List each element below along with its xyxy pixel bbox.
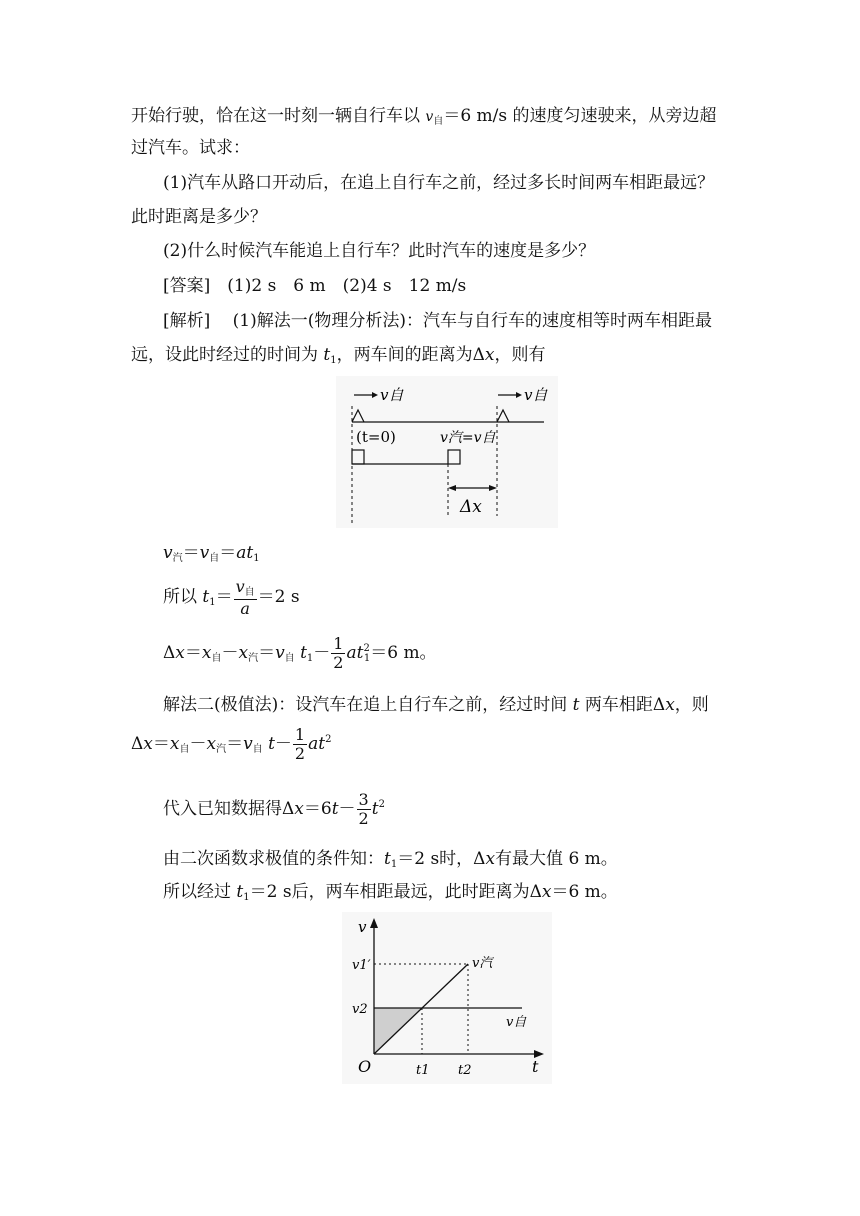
bike-velocity-label-1: v自 (380, 386, 404, 404)
analysis-line-2: 远，设此时经过的时间为 t1，两车间的距离为Δx，则有 (131, 345, 546, 366)
intro-line-2: 过汽车。试求： (131, 138, 250, 158)
answer-line: [答案] (1)2 s 6 m (2)4 s 12 m/s (163, 276, 467, 296)
method-2-line: 解法二(极值法)：设汽车在追上自行车之前，经过时间 t 两车相距Δx，则 (163, 695, 709, 715)
t0-label: (t=0) (356, 428, 396, 446)
var-v: v (425, 109, 434, 125)
series-label-car: v汽 (472, 956, 493, 971)
y-tick-label-v2: v2 (352, 1002, 368, 1017)
x-tick-label-t2: t2 (458, 1063, 472, 1078)
question-1-line-1: (1)汽车从路口开动后，在追上自行车之前，经过多长时间两车相距最远？ (163, 173, 715, 193)
y-axis-label: v (358, 918, 367, 936)
velocity-equal-label: v汽=v自 (440, 430, 496, 446)
x-axis-label: t (532, 1057, 539, 1076)
bike-velocity-label-2: v自 (524, 386, 548, 404)
analysis-line-1: [解析] (1)解法一(物理分析法)：汽车与自行车的速度相等时两车相距最 (163, 311, 713, 331)
y-tick-label-v1: v1′ (352, 958, 371, 973)
intro-line-1: 开始行驶，恰在这一时刻一辆自行车以 v自＝6 m/s 的速度匀速驶来，从旁边超 (131, 106, 717, 127)
series-label-bike: v自 (506, 1015, 527, 1030)
extremum-line-2: 所以经过 t1＝2 s后，两车相距最远，此时距离为Δx＝6 m。 (163, 882, 618, 903)
x-tick-label-t1: t1 (416, 1063, 430, 1078)
fraction-three-halves: $\frac{3}{2}$ (358, 790, 369, 828)
equation-4: Δx＝x自－x汽＝v自 t－ $\frac{1}{2}$ $at^2$ (131, 725, 332, 763)
question-1-line-2: 此时距离是多少？ (131, 207, 267, 227)
fraction-half-2: $\frac{1}{2}$ (294, 725, 306, 763)
equation-1: v汽＝v自＝at1 (163, 543, 260, 564)
equation-2: 所以 t1＝ $\frac{\text{v自}}{a}$ ＝2 s (163, 576, 300, 618)
origin-label: O (358, 1057, 372, 1076)
question-2: (2)什么时候汽车能追上自行车？此时汽车的速度是多少？ (163, 241, 596, 261)
velocity-time-graph (342, 912, 552, 1084)
equation-5: 代入已知数据得Δx＝6t－ $\frac{3}{2}$ $t^2$ (163, 790, 385, 828)
fraction-v-over-a: $\frac{\text{v自}}{a}$ (235, 576, 255, 618)
equation-3: Δx＝x自－x汽＝v自 t1－ $\frac{1}{2}$ $at^21=6$ m。 (163, 634, 437, 672)
fraction-half: $\frac{1}{2}$ (333, 634, 344, 672)
delta-x-label: Δx (460, 497, 482, 517)
motion-diagram (336, 376, 558, 528)
extremum-line-1: 由二次函数求极值的条件知：t1＝2 s时，Δx有最大值 6 m。 (163, 849, 618, 870)
